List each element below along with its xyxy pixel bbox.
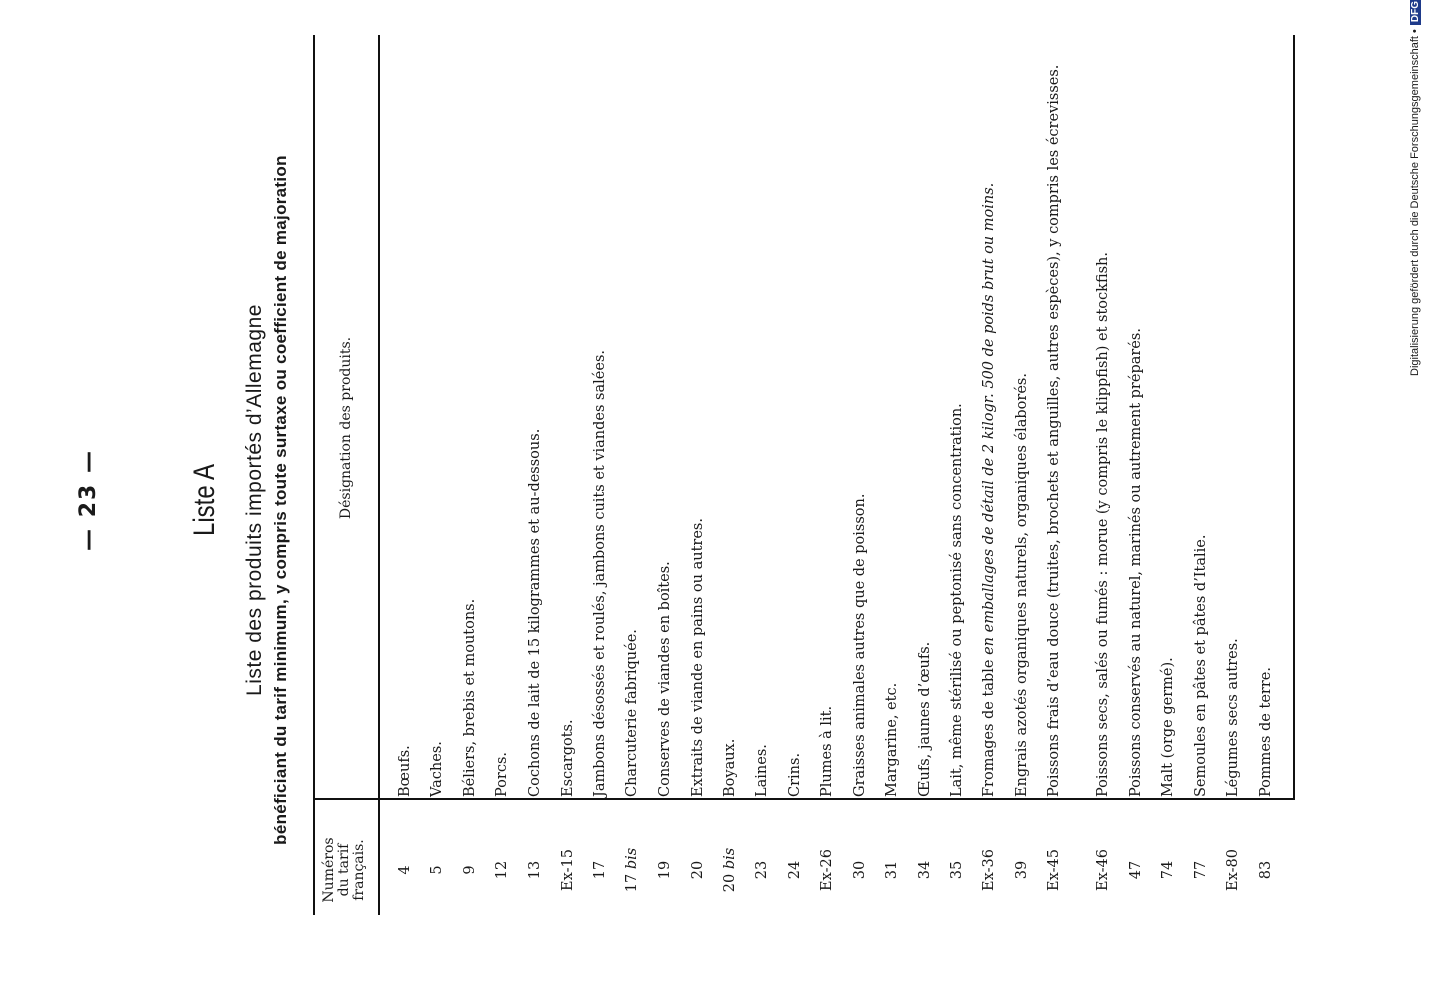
tariff-number: Ex-26 <box>819 849 835 891</box>
tariff-number: 5 <box>429 865 445 875</box>
product-designation <box>981 7 998 797</box>
tariff-number: 4 <box>397 865 413 875</box>
product-designation: Extraits de viande en pains ou autres. <box>690 518 706 797</box>
tariff-number: 24 <box>787 860 803 880</box>
tariff-number: 83 <box>1258 860 1274 880</box>
dfg-logo: DFG <box>1410 0 1421 25</box>
digitization-credit-text: Digitalisierung gefördert durch die Deutsche Forschungsgemeinschaft • <box>1409 29 1421 376</box>
column-header-number-line: du tarif <box>336 843 352 897</box>
tariff-number: 17 bis <box>624 847 640 893</box>
tariff-number: 13 <box>527 860 543 880</box>
product-designation: Légumes secs autres. <box>1225 638 1241 797</box>
tariff-number: 39 <box>1014 860 1030 880</box>
product-designation-italic: en emballages de détail de 2 kilogr. 500 de poids brut ou moins. <box>981 182 997 655</box>
product-designation: Graisses animales autres que de poisson. <box>852 493 868 797</box>
product-designation: Vaches. <box>429 741 445 797</box>
product-designation: Lait, même stérilisé ou peptonisé sans concentration. <box>949 403 965 797</box>
tariff-number: Ex-80 <box>1225 849 1241 891</box>
tariff-number: 20 <box>690 860 706 880</box>
product-designation: Cochons de lait de 15 kilogrammes et au-dessous. <box>527 428 543 797</box>
tariff-number: 74 <box>1160 860 1176 880</box>
product-designation: Poissons conservés au naturel, marinés ou autrement préparés. <box>1128 328 1144 797</box>
product-designation: Escargots. <box>560 719 576 797</box>
product-designation: Pommes de terre. <box>1258 667 1274 797</box>
product-designation: Conserves de viandes en boîtes. <box>657 561 673 797</box>
tariff-number: 23 <box>754 860 770 880</box>
tariff-number: 31 <box>884 860 900 880</box>
column-header-number-line: Numéros <box>321 837 337 903</box>
product-designation: Laines. <box>754 744 770 797</box>
tariff-number: Ex-15 <box>560 849 576 891</box>
product-designation: Œufs, jaunes d’œufs. <box>917 641 933 797</box>
tariff-number: Ex-45 <box>1046 849 1062 891</box>
tariff-number: 19 <box>657 860 673 880</box>
product-designation: Poissons secs, salés ou fumés : morue (y compris le klippfish) et stockfish. <box>1095 251 1111 797</box>
table-bottom-rule <box>1293 35 1295 798</box>
tariff-number: Ex-36 <box>981 849 997 891</box>
tariff-number: 20 bis <box>722 847 738 893</box>
product-designation: Crins. <box>787 752 803 797</box>
product-designation: Semoules en pâtes et pâtes d’Italie. <box>1193 534 1209 797</box>
product-designation: Jambons désossés et roulés, jambons cuits et viandes salées. <box>592 350 608 797</box>
tariff-number: 35 <box>949 860 965 880</box>
tariff-number: 12 <box>494 860 510 880</box>
product-designation: Poissons frais d’eau douce (truites, brochets et anguilles, autres espèces), y compris les écrevisses. <box>1046 64 1062 797</box>
list-title: Liste A <box>188 463 221 537</box>
product-designation: Bœufs. <box>397 745 413 797</box>
product-designation: Margarine, etc. <box>884 682 900 797</box>
tariff-number: 47 <box>1128 860 1144 880</box>
list-subtitle-conditions: bénéficiant du tarif minimum, y compris toute surtaxe ou coefficient de majoration <box>271 155 290 845</box>
table-column-divider <box>313 798 1295 800</box>
product-designation: Plumes à lit. <box>819 705 835 797</box>
tariff-number: Ex-46 <box>1095 849 1111 891</box>
column-header-number <box>322 825 367 915</box>
tariff-number: 30 <box>852 860 868 880</box>
product-designation-text: Fromages de table <box>981 654 997 797</box>
product-designation: Porcs. <box>494 751 510 797</box>
page-number: — 23 — <box>76 449 101 551</box>
product-designation: Engrais azotés organiques naturels, organiques élaborés. <box>1014 373 1030 797</box>
product-designation: Béliers, brebis et moutons. <box>462 598 478 797</box>
product-designation: Boyaux. <box>722 738 738 797</box>
product-designation: Charcuterie fabriquée. <box>624 629 640 797</box>
tariff-number: 9 <box>462 865 478 875</box>
tariff-number: 17 <box>592 860 608 880</box>
table-top-rule <box>313 35 315 915</box>
digitization-credit <box>1409 0 1421 998</box>
column-header-number-line: français. <box>351 839 367 901</box>
product-designation: Malt (orge germé). <box>1160 657 1176 797</box>
tariff-number: 34 <box>917 860 933 880</box>
column-header-designation: Désignation des produits. <box>338 336 354 520</box>
table-header-rule <box>378 35 380 915</box>
tariff-number: 77 <box>1193 860 1209 880</box>
list-subtitle: Liste des produits importés d’Allemagne <box>243 304 266 696</box>
